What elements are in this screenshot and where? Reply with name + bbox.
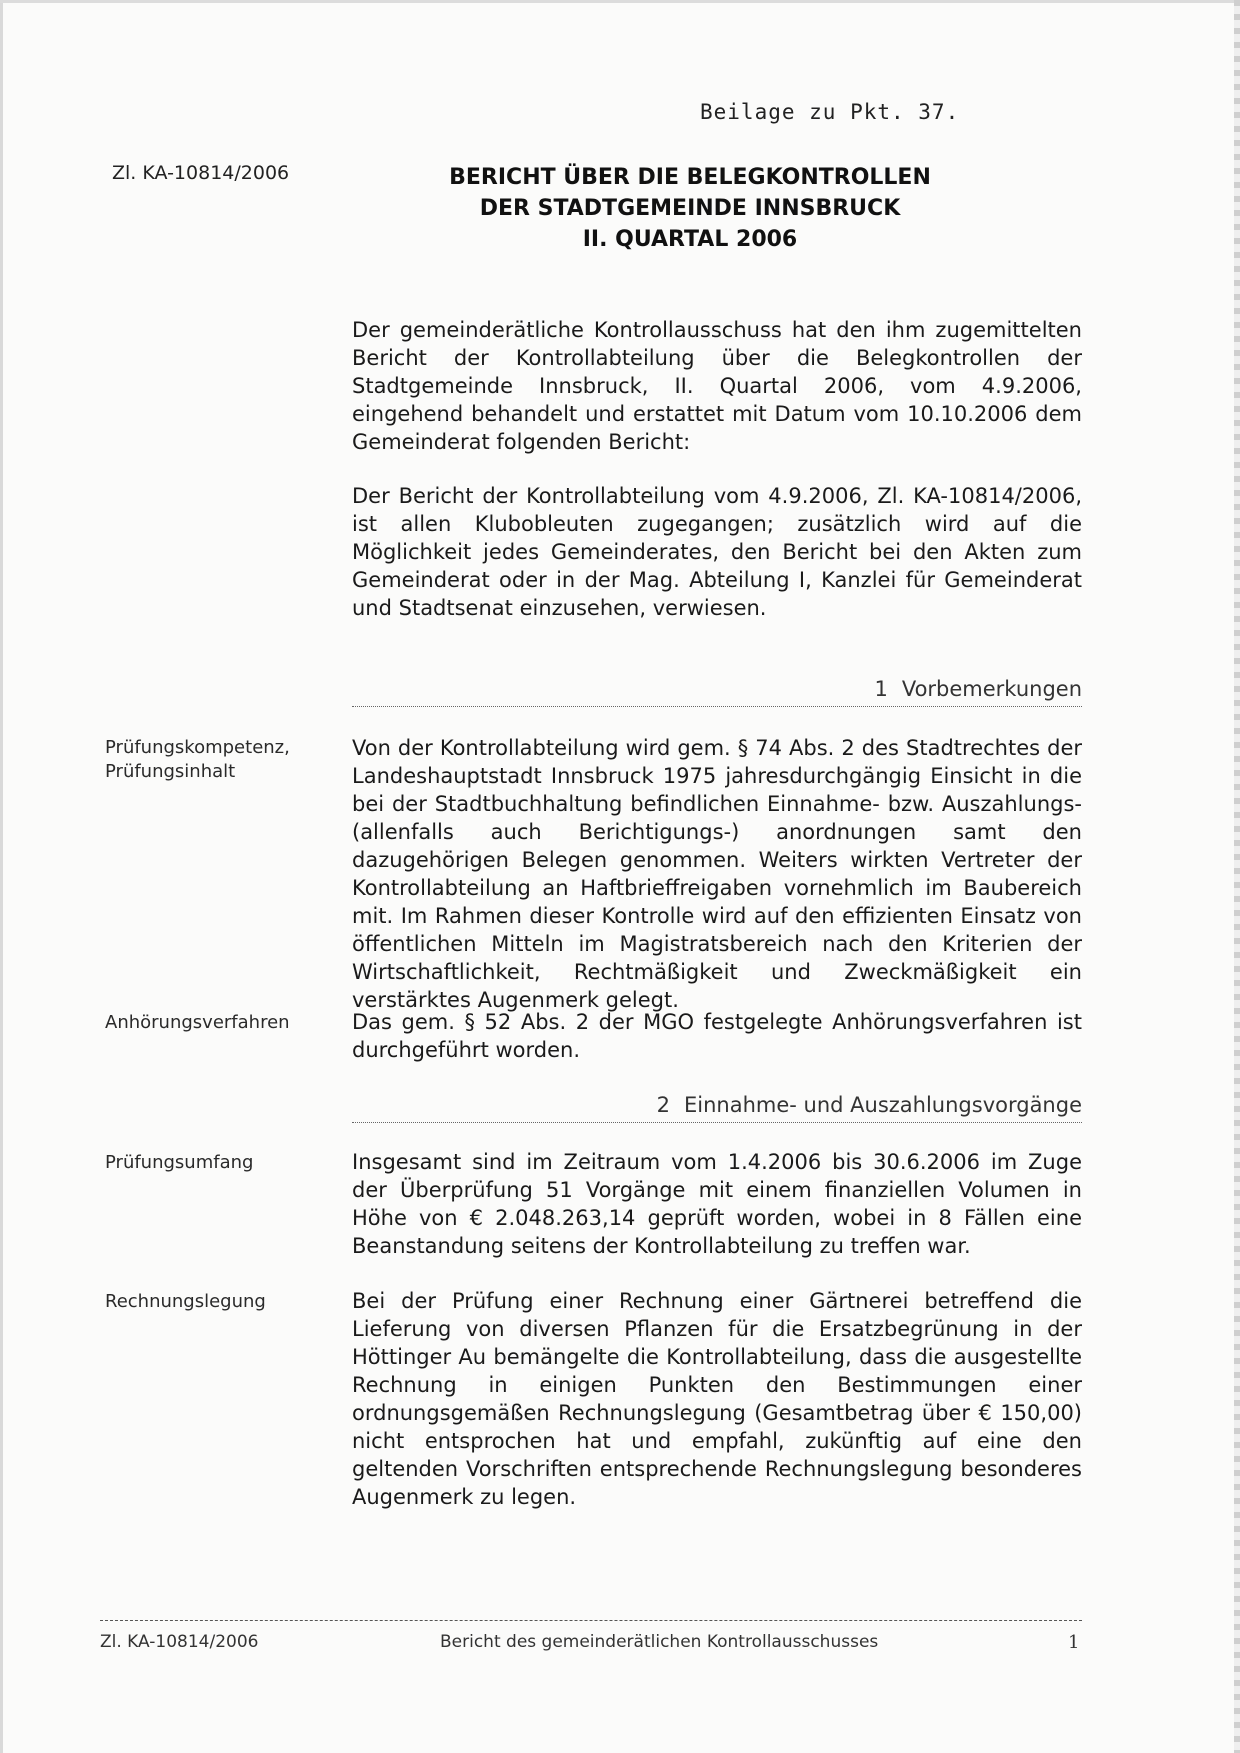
intro-paragraph-2-text: Der Bericht der Kontrollabteilung vom 4.9.2006, Zl. KA-10814/2006, ist allen Klubobleuten zugegangen; zusätzlich wird auf die Möglichkeit jedes Gemeinderates, den Bericht bei den Akten zum Gemeinderat oder in der Mag. Abteilung I, Kanzlei für Gemeinderat und Stadtsenat einzusehen, verwiesen. [352, 484, 1082, 620]
body-paragraph-pruefungskompetenz [352, 734, 1082, 1014]
footer-rule [100, 1620, 1082, 1621]
title-line-3: II. QUARTAL 2006 [582, 227, 798, 252]
section-title: Einnahme- und Auszahlungsvorgänge [684, 1093, 1082, 1117]
intro-paragraph-1 [352, 316, 1082, 456]
body-paragraph-anhoerungsverfahren [352, 1008, 1082, 1064]
paragraph-text: Das gem. § 52 Abs. 2 der MGO festgelegte Anhörungsverfahren ist durchgeführt worden. [352, 1010, 1082, 1062]
paragraph-text: Insgesamt sind im Zeitraum vom 1.4.2006 bis 30.6.2006 im Zuge der Überprüfung 51 Vorgänge mit einem finanziellen Volumen in Höhe von € 2.048.263,14 geprüft worden, wobei in 8 Fällen eine Beanstandung seitens der Kontrollabteilung zu treffen war. [352, 1150, 1082, 1258]
reference-number: Zl. KA-10814/2006 [112, 162, 290, 184]
footer-reference: Zl. KA-10814/2006 [100, 1632, 259, 1652]
margin-note-pruefungskompetenz: Prüfungskompetenz, Prüfungsinhalt [105, 737, 290, 782]
intro-paragraph-2 [352, 482, 1082, 622]
body-paragraph-pruefungsumfang [352, 1148, 1082, 1260]
margin-note-anhoerungsverfahren: Anhörungsverfahren [105, 1012, 290, 1033]
body-paragraph-rechnungslegung [352, 1287, 1082, 1511]
footer-title: Bericht des gemeinderätlichen Kontrollausschusses [440, 1632, 879, 1652]
scan-edge-right [1234, 0, 1240, 1753]
scan-edge-left [0, 0, 3, 1753]
title-line-1: BERICHT ÜBER DIE BELEGKONTROLLEN [449, 165, 931, 190]
section-title: Vorbemerkungen [901, 677, 1082, 701]
page-number: 1 [1068, 1632, 1080, 1653]
paragraph-text: Von der Kontrollabteilung wird gem. § 74 Abs. 2 des Stadtrechtes der Landeshauptstadt Innsbruck 1975 jahresdurchgängig Einsicht in die bei der Stadtbuchhaltung befindlichen Einnahme- bzw. Auszahlungs- (allenfalls auch Berichtigungs-) anordnungen samt den dazugehörigen Belegen genommen. Weiters wirkten Vertreter der Kontrollabteilung an Haftbrieffreigaben vornehmlich im Baubereich mit. Im Rahmen dieser Kontrolle wird auf den effizienten Einsatz von öffentlichen Mitteln im Magistratsbereich nach den Kriterien der Wirtschaftlichkeit, Rechtmäßigkeit und Zweckmäßigkeit ein verstärktes Augenmerk gelegt. [352, 736, 1082, 1012]
margin-note-rechnungslegung: Rechnungslegung [105, 1291, 266, 1312]
document-title [440, 162, 940, 255]
section-heading-1 [352, 676, 1082, 707]
section-number: 2 [656, 1093, 670, 1117]
scan-edge-top [0, 0, 1240, 3]
paragraph-text: Bei der Prüfung einer Rechnung einer Gärtnerei betreffend die Lieferung von diversen Pflanzen für die Ersatzbegrünung in der Höttinger Au bemängelte die Kontrollabteilung, dass die ausgestellte Rechnung in einigen Punkten den Bestimmungen einer ordnungsgemäßen Rechnungslegung (Gesamtbetrag über € 150,00) nicht entsprochen hat und empfahl, zukünftig auf eine den geltenden Vorschriften entsprechende Rechnungslegung besonderes Augenmerk zu legen. [352, 1289, 1082, 1509]
margin-note-pruefungsumfang: Prüfungsumfang [105, 1152, 254, 1173]
section-number: 1 [874, 677, 888, 701]
title-line-2: DER STADTGEMEINDE INNSBRUCK [479, 196, 901, 221]
intro-paragraph-1-text: Der gemeinderätliche Kontrollausschuss hat den ihm zugemittelten Bericht der Kontrollabteilung über die Belegkontrollen der Stadtgemeinde Innsbruck, II. Quartal 2006, vom 4.9.2006, eingehend behandelt und erstattet mit Datum vom 10.10.2006 dem Gemeinderat folgenden Bericht: [352, 318, 1082, 454]
attachment-stamp: Beilage zu Pkt. 37. [700, 100, 960, 124]
section-heading-2 [352, 1092, 1082, 1123]
